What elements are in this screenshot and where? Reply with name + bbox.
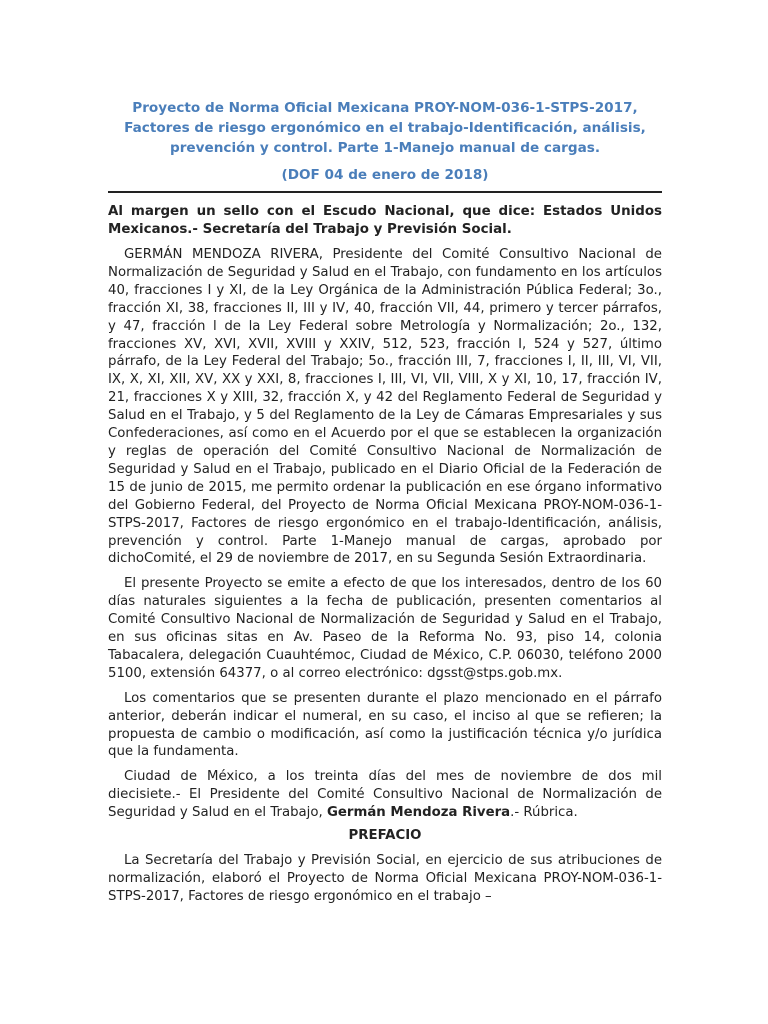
signature-end: .- Rúbrica. [510, 805, 578, 821]
publication-date: (DOF 04 de enero de 2018) [281, 167, 489, 183]
document-title: Proyecto de Norma Oficial Mexicana PROY-NOM-036-1-STPS-2017, Factores de riesgo ergonómico en el trabajo-Identificación, análisis, prevención y control. Parte 1-Manejo manual de cargas. [124, 100, 646, 156]
paragraph-prefacio: La Secretaría del Trabajo y Previsión Social, en ejercicio de sus atribuciones de normalización, elaboró el Proyecto de Norma Oficial Mexicana PROY-NOM-036-1-STPS-2017, Factores de riesgo ergonómico en el trabajo – [108, 853, 662, 904]
header-divider [108, 191, 662, 193]
paragraph-foundation: GERMÁN MENDOZA RIVERA, Presidente del Comité Consultivo Nacional de Normalización de Seguridad y Salud en el Trabajo, con fundamento en los artículos 40, fracciones I y XI, de la Ley Orgánica de la Administración Pública Federal; 3o., fracción XI, 38, fracciones II, III y IV, 40, fracción VII, 44, primero y tercer párrafos, y 47, fracción l de la Ley Federal sobre Metrología y Normalización; 2o., 132, fracciones XV, XVI, XVII, XVIII y XXIV, 512, 523, fracción I, 524 y 527, último párrafo, de la Ley Federal del Trabajo; 5o., fracción III, 7, fracciones I, II, III, VI, VII, IX, X, XI, XII, XV, XX y XXI, 8, fracciones I, III, VI, VII, VIII, X y XI, 10, 17, fracción IV, 21, fracciones X y XIII, 32, fracción X, y 42 del Reglamento Federal de Seguridad y Salud en el Trabajo, y 5 del Reglamento de la Ley de Cámaras Empresariales y sus Confederaciones, así como en el Acuerdo por el que se establecen la organización y reglas de operación del Comité Consultivo Nacional de Normalización de Seguridad y Salud en el Trabajo, publicado en el Diario Oficial de la Federación de 15 de junio de 2015, me permito ordenar la publicación en ese órgano informativo del Gobierno Federal, del Proyecto de Norma Oficial Mexicana PROY-NOM-036-1-STPS-2017, Factores de riesgo ergonómico en el trabajo-Identificación, análisis, prevención y control. Parte 1-Manejo manual de cargas, aprobado por dichoComité, el 29 de noviembre de 2017, en su Segunda Sesión Extraordinaria. [108, 247, 662, 567]
paragraph-signature [108, 768, 662, 822]
paragraph-comments-requirements: Los comentarios que se presenten durante el plazo mencionado en el párrafo anterior, deberán indicar el numeral, en su caso, el inciso al que se refieren; la propuesta de cambio o modificación, así como la justificación técnica y/o jurídica que la fundamenta. [108, 690, 662, 760]
prefacio-heading: PREFACIO [348, 828, 422, 844]
document-page [108, 98, 662, 906]
paragraph-comments-period: El presente Proyecto se emite a efecto de que los interesados, dentro de los 60 días naturales siguientes a la fecha de publicación, presenten comentarios al Comité Consultivo Nacional de Normalización de Seguridad y Salud en el Trabajo, en sus oficinas sitas en Av. Paseo de la Reforma No. 93, piso 14, colonia Tabacalera, delegación Cuauhtémoc, Ciudad de México, C.P. 06030, teléfono 2000 5100, extensión 64377, o al correo electrónico: dgsst@stps.gob.mx. [108, 576, 662, 681]
signature-text: Ciudad de México, a los treinta días del mes de noviembre de dos mil diecisiete.- El Presidente del Comité Consultivo Nacional de Normalización de Seguridad y Salud en el Trabajo, [108, 769, 662, 821]
signatory-name: Germán Mendoza Rivera [326, 805, 511, 821]
margin-note: Al margen un sello con el Escudo Nacional, que dice: Estados Unidos Mexicanos.- Secretaría del Trabajo y Previsión Social. [108, 204, 662, 237]
